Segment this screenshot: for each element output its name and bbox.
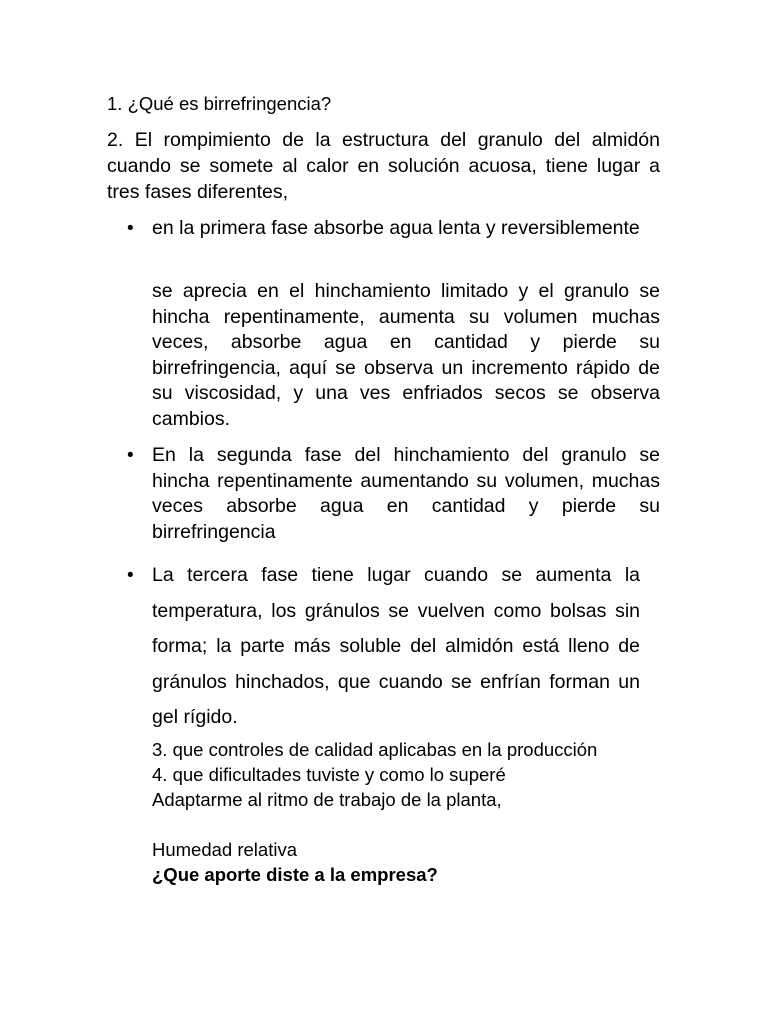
question-3: 3. que controles de calidad aplicabas en la producción [152,739,598,760]
bullet-item-phase-3: La tercera fase tiene lugar cuando se aumenta la temperatura, los gránulos se vuelven como bolsas sin forma; la parte más soluble del almidón está lleno de gránulos hinchados, que cuando se enfrían forman un gel rígido. [152,564,640,728]
question-1: 1. ¿Qué es birrefringencia? [107,93,332,114]
question-5: ¿Que aporte diste a la empresa? [152,864,438,885]
bullet-marker: • [127,218,134,239]
question-2: 2. El rompimiento de la estructura del granulo del almidón cuando se somete al calor en solución acuosa, tiene lugar a tres fases diferentes, [107,129,660,203]
closing-questions [152,737,597,887]
bullet-marker: • [127,565,134,586]
question-4: 4. que dificultades tuviste y como lo superé [152,764,506,785]
bullet-item-phase-1: en la primera fase absorbe agua lenta y reversiblemente [152,217,640,239]
note-humedad: Humedad relativa [152,839,297,860]
bullet-item-phase-2: En la segunda fase del hinchamiento del granulo se hincha repentinamente aumentando su volumen, muchas veces absorbe agua en cantidad y pierde su birrefringencia [152,444,660,543]
bullet-marker: • [127,445,134,466]
bullet-item-phase-1-continuation: se aprecia en el hinchamiento limitado y el granulo se hincha repentinamente, aumenta su volumen muchas veces, absorbe agua en cantidad y pierde su birrefringencia, aquí se observa un incremento rápido de su viscosidad, y una ves enfriados secos se observa cambios. [152,280,660,430]
blank-line [152,812,597,837]
answer-4: Adaptarme al ritmo de trabajo de la planta, [152,789,502,810]
